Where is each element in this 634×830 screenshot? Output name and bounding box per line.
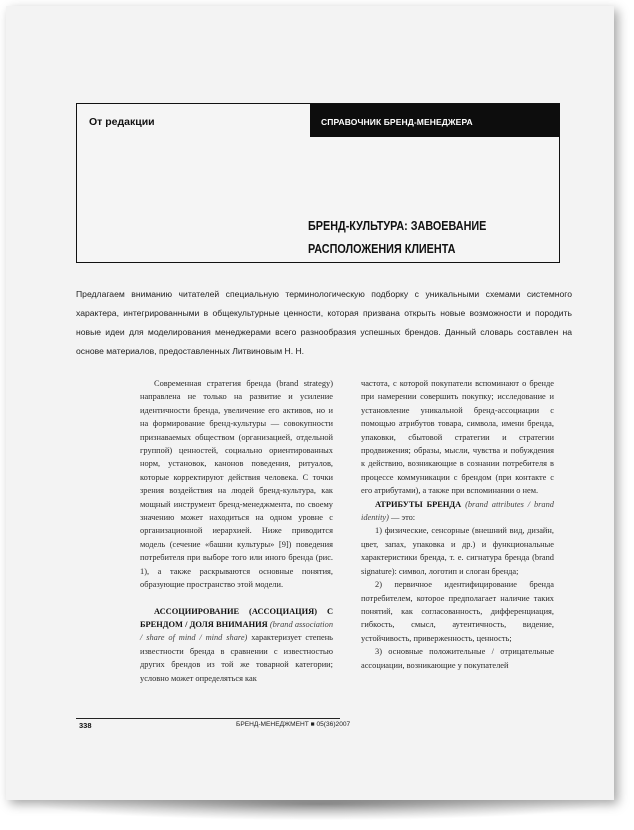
term-heading: АССОЦИИРОВАНИЕ (АССОЦИАЦИЯ) С БРЕНДОМ / ДОЛЯ ВНИМАНИЯ [140,606,333,629]
title-line-2: РАСПОЛОЖЕНИЯ КЛИЕНТА [308,241,456,256]
page-number: 338 [79,721,92,730]
footer-rule [76,718,340,719]
term-english: (brand association / share of mind / mind share) [140,619,334,643]
section-label: От редакции [89,116,155,128]
title-line-1: БРЕНД-КУЛЬТУРА: ЗАВОЕВАНИЕ [308,218,487,233]
term-entry [361,498,554,525]
magazine-page [6,6,614,800]
term-heading: АТРИБУТЫ БРЕНДА [375,499,462,509]
journal-name: БРЕНД-МЕНЕДЖМЕНТ ■ 05(36)2007 [236,721,351,728]
body-paragraph: частота, с которой покупатели вспоминают о бренде при намерении совершить покупку; исследование и установление уникальной бренд-ассоциации с помощью атрибутов товара, символа, имени бренда, упаковки, сбытовой стратегии и стратегии продвижения; образы, мысли, чувства и побуждения к действию, возникающие в сознании потребителя в процессе коммуникации с брендом (при контакте с его атрибутами), а также при вспоминании о нем. [361,379,554,496]
list-item: 2) первичное идентифицирование бренда потребителем, которое предполагает наличие таких понятий, как согласованность, дифференциация, гибкость, смысл, аутентичность, видение, устойчивость, приверженность, ценность; [361,580,554,643]
term-english: (brand attributes / brand identity) [361,499,554,523]
rubric-label: СПРАВОЧНИК БРЕНД-МЕНЕДЖЕРА [321,117,473,127]
term-definition: — это: [391,513,416,523]
left-column [140,377,333,685]
list-item: 1) физические, сенсорные (внешний вид, дизайн, цвет, запах, упаковка и др.) и функциональные характеристики бренда, т. е. сигнатура бренда (brand signature): символ, логотип и слоган бренда; [361,526,554,576]
article-title [308,214,509,260]
list-item: 3) основные положительные / отрицательные ассоциации, возникающие у покупателей [361,647,554,670]
term-entry [140,605,333,685]
intro-paragraph: Предлагаем вниманию читателей специальную терминологическую подборку с уникальными схемами системного характера, интегрированными в общекультурные ценности, которая призвана открыть новые возможности и породить новые идеи для моделирования менеджерами всего разнообразия успешных брендов. Данный словарь составлен на основе материалов, предоставленных Литвиновым Н. Н. [76,289,572,356]
body-paragraph: Современная стратегия бренда (brand strategy) направлена не только на развитие и усиление идентичности бренда, увеличение его активов, но и на формирование бренд-культуры — совокупности признаваемых обществом (организацией, отдельной группой) ценностей, социально ориентированных норм, установок, канонов поведения, ритуалов, которые корректируют действия человека. С точки зрения воздействия на людей бренд-культура, как мощный инструмент бренд-менеджмента, по своему значению может находиться на одном уровне с организационной иерархией. Ниже приводится модель (сечение «башни культуры» [9]) поведения потребителя при выборе того или иного бренда (рис. 1), а также раскрываются основные понятия, образующие пространство этой модели. [140,379,333,590]
rubric-bar [310,104,560,137]
header-box [76,103,560,263]
right-column [361,377,554,672]
term-definition: характеризует степень известности бренда в сравнении с известностью других брендов из той же товарной категории; условно может определяться как [140,633,334,683]
